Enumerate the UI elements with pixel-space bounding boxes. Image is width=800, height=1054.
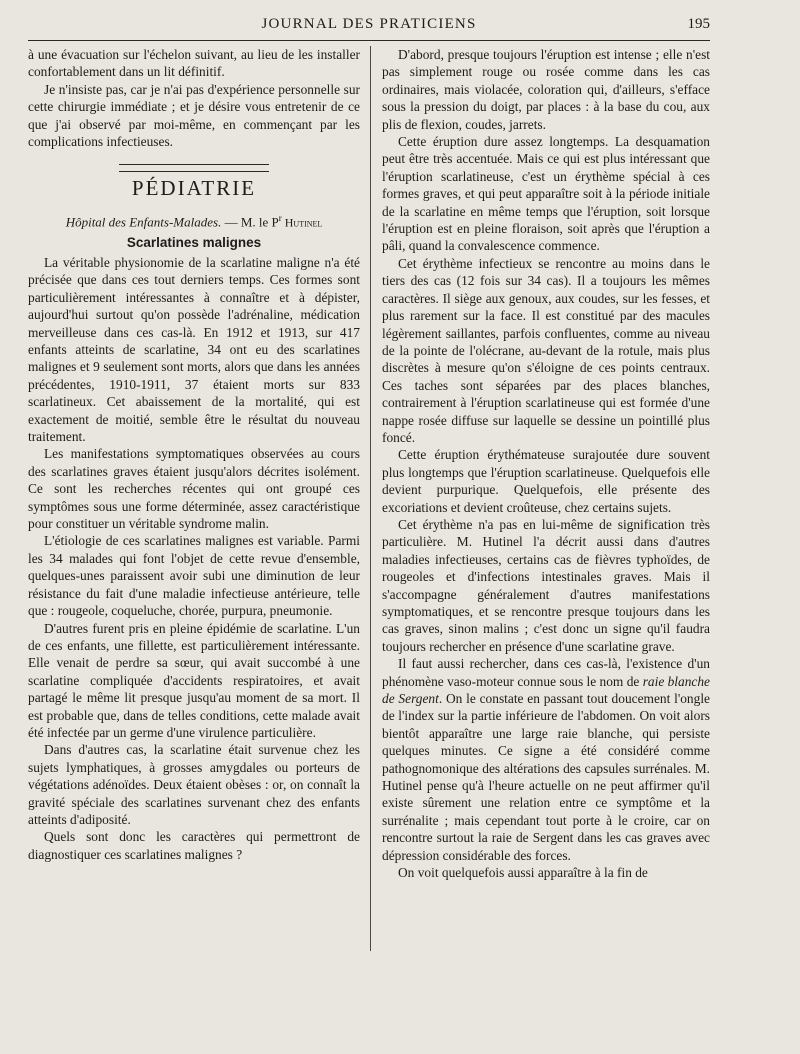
section-ornament [119, 164, 269, 172]
intro-paragraph-1: à une évacuation sur l'échelon suivant, au lieu de les installer confortablement dans un lit définitif. [28, 47, 360, 80]
p6-text-after: . On le constate en passant tout doucement l'ongle de l'index sur la partie inférieure de l'abdomen. On voit alors bientôt apparaître une large raie blanche, qui persiste quelques minutes. Ce signe a été considéré comme pathognomonique des altérations des capsules surrénales. M. Hutinel pense qu'à l'heure actuelle on ne peut affirmer qu'il existe sûrement une relation entre ce symptôme et la surrénalite ; mais cependant tout porte à le croire, car on rencontre surtout la raie de Sergent dans les cas graves avec dépression considérable des forces. [382, 691, 710, 863]
right-paragraph-2: Cette éruption dure assez longtemps. La desquamation peut être très accentuée. Mais ce qui est plus intéressant que l'éruption scarlatineuse, c'est un érythème spécial à ces formes graves, et qui peut apparaître soit à la période initiale de la scarlatine en même temps que l'éruption, soit lorsque l'éruption est en pleine floraison, soit après que l'éruption a pâli, quand la convalescence commence. [382, 134, 710, 254]
right-paragraph-4: Cette éruption érythémateuse surajoutée dure souvent plus longtemps que l'éruption scarlatineuse. Quelquefois elle devient purpurique. Quelquefois, elle présente des excoriations et devient croûteuse, chez certains sujets. [382, 447, 710, 515]
raie-blanche-term: raie blanche de Sergent [382, 673, 710, 707]
author-name: Hutinel [281, 215, 323, 230]
right-paragraph-5: Cet érythème n'a pas en lui-même de signification très particulière. M. Hutinel l'a décrit aussi dans d'autres maladies infectieuses, certains cas de fièvres typhoïdes, de rougeoles et d'infections intestinales graves. Mais il s'accompagne généralement d'autres manifestations symptomatiques, et se rencontre presque toujours dans les cas graves, sinon malins ; c'est donc un signe qu'il faudra toujours rechercher en présence d'une scarlatine grave. [382, 516, 710, 654]
right-paragraph-6 [382, 655, 710, 864]
page-number: 195 [687, 16, 710, 32]
byline-superscript: r [278, 212, 282, 223]
left-column [28, 46, 360, 863]
hospital-name: Hôpital des Enfants-Malades. [65, 214, 222, 230]
section-title: PÉDIATRIE [131, 176, 257, 201]
right-paragraph-7: On voit quelquefois aussi apparaître à la fin de [398, 865, 648, 881]
journal-title: JOURNAL DES PRATICIENS [261, 16, 477, 32]
article-byline [28, 210, 360, 232]
article-paragraph-5: Dans d'autres cas, la scarlatine était survenue chez les sujets lymphatiques, à grosses amygdales ou porteurs de végétations adénoïdes. Deux étaient obèses : or, on connaît la gravité spéciale des scarlatines survenant chez des enfants atteints d'adiposité. [28, 742, 360, 827]
byline-dash: — M. le P [221, 214, 279, 230]
intro-paragraph-2: Je n'insiste pas, car je n'ai pas d'expérience personnelle sur cette chirurgie immédiate ; et je désire vous entretenir de ce que j'ai observé par moi-même, en commençant par les complications infectieuses. [28, 81, 360, 150]
right-paragraph-1: D'abord, presque toujours l'éruption est intense ; elle n'est pas simplement rouge ou rosée comme dans les cas ordinaires, mais violacée, coloration qui, d'ailleurs, s'efface sous la pression du doigt, par places : à la base du cou, aux plis de flexion, coudes, jarrets. [382, 47, 710, 132]
article-paragraph-3: L'étiologie de ces scarlatines malignes est variable. Parmi les 34 malades qui font l'objet de cette revue d'ensemble, quelques-unes paraissent avoir subi une diminution de leur résistance du fait d'une maladie infectieuse antérieure, telle que : rougeole, coqueluche, chorée, purpura, pneumonie. [28, 533, 360, 619]
p6-text-before: Il faut aussi rechercher, dans ces cas-là, l'existence d'un phénomène vaso-moteur connue sous le nom de [382, 656, 710, 689]
article-paragraph-2: Les manifestations symptomatiques observées au cours des scarlatines graves étaient jusqu'alors décrites isolément. Ce sont les recherches récentes qui ont groupé ces symptômes sous une forme déterminée, assez caractéristique pour constituer un véritable syndrome malin. [28, 446, 360, 532]
right-paragraph-3: Cet érythème infectieux se rencontre au moins dans le tiers des cas (12 fois sur 34 cas). Il a toujours les mêmes caractères. Il siège aux genoux, aux coudes, sur les fesses, et plus rarement sur la face. Il est constitué par des macules légèrement saillantes, parfois confluentes, comme au niveau de la pointe de l'olécrane, au-devant de la rotule, mais plus discrètes à mesure qu'on s'éloigne de ces points centraux. Ces taches sont séparées par des places blanches, contrairement à l'éruption scarlatineuse qui est formée d'une nappe rosée diffuse sur laquelle se dessine un pointillé plus foncé. [382, 255, 710, 445]
header-rule [28, 40, 710, 41]
article-paragraph-1: La véritable physionomie de la scarlatine maligne n'a été précisée que dans ces tout derniers temps. Ces formes sont particulièrement intéressantes à connaître et à dépister, aujourd'hui surtout qu'on possède l'adrénaline, médication merveilleuse dans ces cas-là. En 1912 et 1913, sur 417 enfants atteints de scarlatine, 34 ont eu des scarlatines malignes et 9 seulement sont morts, alors que dans les années précédentes, 1910-1911, 37 étaient morts sur 833 scarlatineux. Cet abaissement de la mortalité, qui est exactement de moitié, semble être le résultat du nouveau traitement. [28, 254, 360, 445]
article-paragraph-6: Quels sont donc les caractères qui permettront de diagnostiquer ces scarlatines malignes ? [28, 829, 360, 862]
right-column [382, 46, 710, 882]
article-title: Scarlatines malignes [126, 234, 262, 250]
running-header [28, 14, 710, 36]
article-paragraph-4: D'autres furent pris en pleine épidémie de scarlatine. L'un de ces enfants, une fillette, est particulièrement intéressante. Elle venait de perdre sa sœur, qui avait succombé à une scarlatine compliquée d'accidents respiratoires, et avait partagé le même lit presque jusqu'au moment de sa mort. Il est probable que, dans de telles conditions, cette malade avait été infectée par un germe d'une virulence particulière. [28, 620, 360, 740]
column-divider [370, 46, 371, 951]
